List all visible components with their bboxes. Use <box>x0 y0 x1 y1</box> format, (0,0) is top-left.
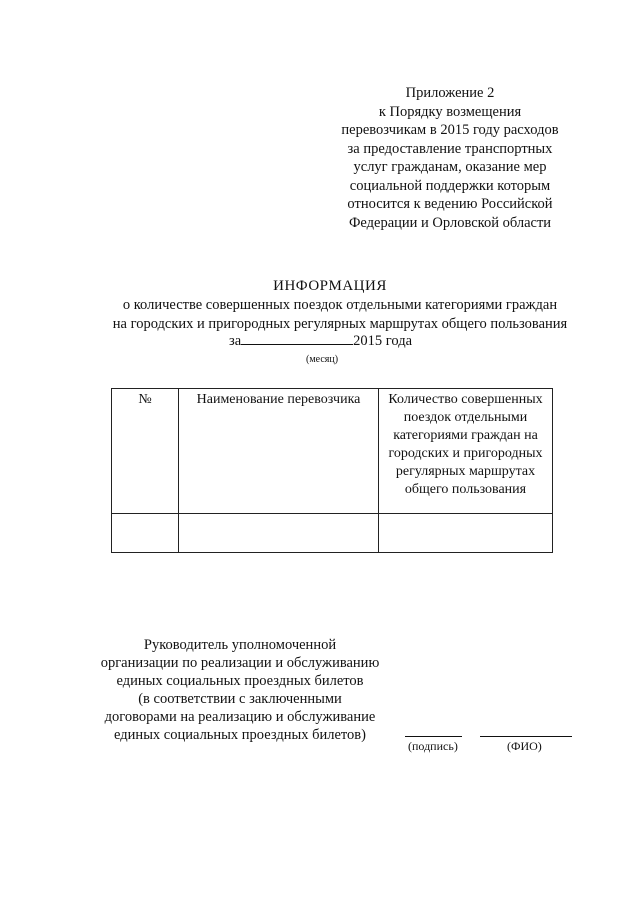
document-subtitle <box>0 296 640 334</box>
signer-line: единых социальных проездных билетов) <box>114 727 366 743</box>
signer-line: договорами на реализацию и обслуживание <box>104 709 376 725</box>
appendix-line: относится к ведению Российской <box>347 196 553 212</box>
appendix-line: социальной поддержки которым <box>349 177 551 194</box>
header-number <box>112 389 179 514</box>
period-line <box>229 332 412 350</box>
appendix-line: Федерации и Орловской области <box>348 214 552 231</box>
signature-label: (подпись) <box>408 739 458 753</box>
table-header-row <box>112 389 553 514</box>
appendix-line: перевозчикам в 2015 году расходов <box>341 122 559 138</box>
table-cell-number[interactable] <box>112 514 179 553</box>
appendix-line: Приложение 2 <box>405 85 495 101</box>
signer-line: Руководитель уполномоченной <box>143 637 337 653</box>
full-name-line[interactable] <box>480 736 572 737</box>
signer-line: (в соответствии с заключенными <box>138 691 342 707</box>
full-name-label: (ФИО) <box>507 739 542 753</box>
table-cell-trip-count[interactable] <box>379 514 553 553</box>
appendix-line: за предоставление транспортных <box>347 140 553 157</box>
header-carrier-name-label: Наименование перевозчика <box>196 392 361 407</box>
table-row <box>112 514 553 553</box>
signature-line[interactable] <box>405 736 462 737</box>
subtitle-line: о количестве совершенных поездок отдельными категориями граждан <box>122 297 558 313</box>
header-trip-count-label: Количество совершенных поездок отдельными категориями граждан на городских и пригородных регулярных маршрутах общего пользования <box>388 392 543 497</box>
signer-line: единых социальных проездных билетов <box>116 673 364 689</box>
month-blank-field[interactable] <box>241 332 353 345</box>
signer-line: организации по реализации и обслуживанию <box>100 655 380 671</box>
month-hint: (месяц) <box>306 354 339 365</box>
subtitle-line: на городских и пригородных регулярных маршрутах общего пользования <box>112 316 568 332</box>
header-trip-count <box>379 389 553 514</box>
period-prefix: за <box>229 333 242 349</box>
appendix-line: услуг гражданам, оказание мер <box>353 159 547 175</box>
table-cell-carrier[interactable] <box>179 514 379 553</box>
appendix-line: к Порядку возмещения <box>378 103 522 120</box>
signer-block <box>90 636 390 744</box>
header-number-label: № <box>138 392 152 407</box>
info-table <box>111 388 553 553</box>
period-suffix: 2015 года <box>353 333 413 349</box>
document-title: ИНФОРМАЦИЯ <box>273 278 387 294</box>
appendix-block <box>320 84 580 232</box>
header-carrier-name <box>179 389 379 514</box>
